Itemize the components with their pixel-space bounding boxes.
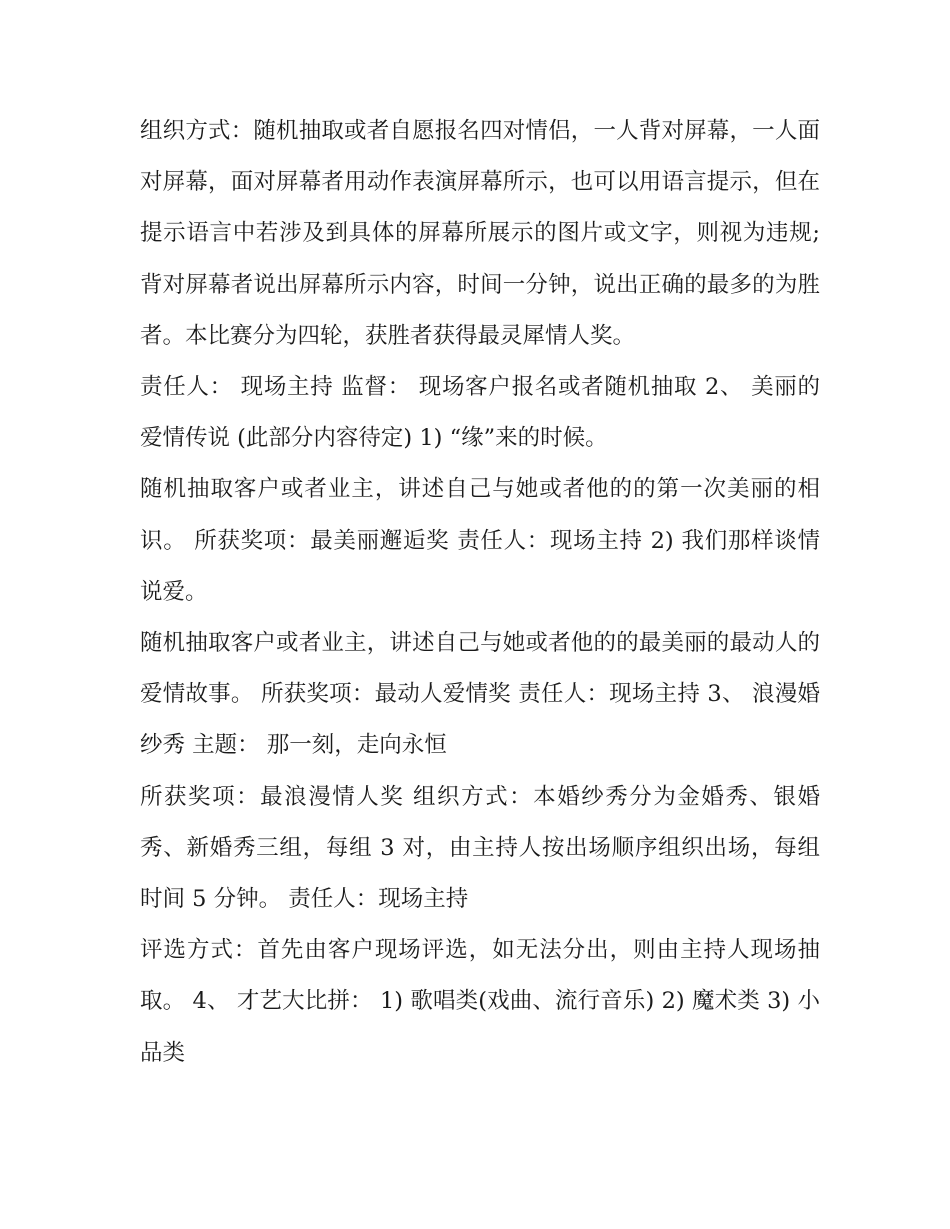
paragraph-love-story: 随机抽取客户或者业主，讲述自己与她或者他的的最美丽的最动人的爱情故事。 所获奖项：最动人爱情奖 责任人：现场主持 3、 浪漫婚纱秀 主题： 那一刻，走向永恒: [140, 630, 820, 759]
paragraph-organization-method: 组织方式：随机抽取或者自愿报名四对情侣，一人背对屏幕，一人面对屏幕，面对屏幕者用动作表演屏幕所示，也可以用语言提示，但在提示语言中若涉及到具体的屏幕所展示的图片或文字，则视为违规;背对屏幕者说出屏幕所示内容，时间一分钟，说出正确的最多的为胜者。本比赛分为四轮，获胜者获得最灵犀情人奖。: [140, 118, 820, 349]
document-body: [140, 106, 820, 1079]
paragraph-first-meeting: 随机抽取客户或者业主，讲述自己与她或者他的的第一次美丽的相识。 所获奖项：最美丽邂逅奖 责任人：现场主持 2) 我们那样谈情说爱。: [140, 476, 820, 605]
paragraph-wedding-show: 所获奖项：最浪漫情人奖 组织方式：本婚纱秀分为金婚秀、银婚秀、新婚秀三组，每组 3 对，由主持人按出场顺序组织出场，每组时间 5 分钟。 责任人：现场主持: [140, 783, 820, 913]
paragraph-selection-method: 评选方式：首先由客户现场评选，如无法分出，则由主持人现场抽取。 4、 才艺大比拼： 1) 歌唱类(戏曲、流行音乐) 2) 魔术类 3) 小品类: [140, 937, 820, 1066]
paragraph-responsible-supervision: 责任人： 现场主持 监督： 现场客户报名或者随机抽取 2、 美丽的爱情传说 (此部分内容待定) 1) “缘”来的时候。: [140, 374, 820, 452]
